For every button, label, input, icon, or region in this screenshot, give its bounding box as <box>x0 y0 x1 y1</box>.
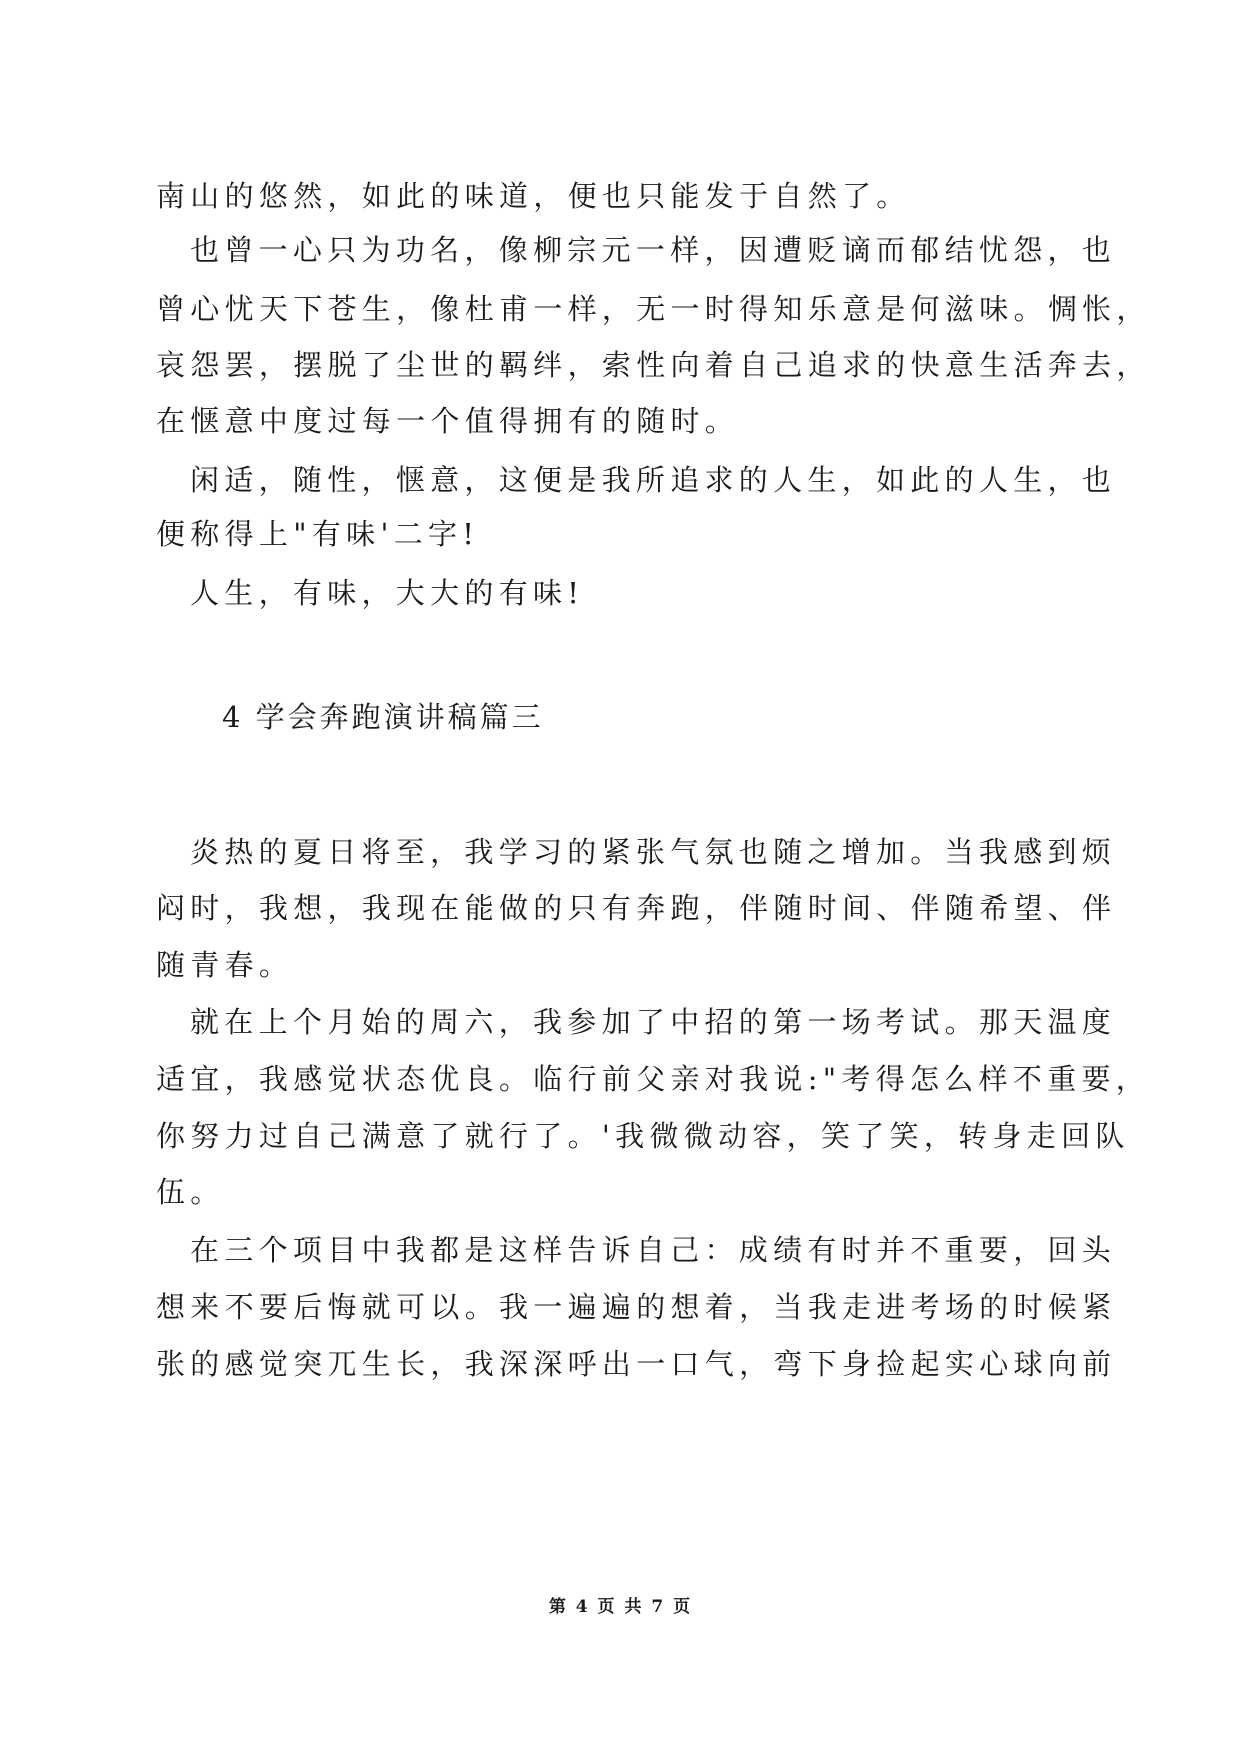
paragraph-line: 也曾一心只为功名，像柳宗元一样，因遭贬谪而郁结忧怨，也 <box>190 233 1117 267</box>
paragraph-line: 张的感觉突兀生长，我深深呼出一口气，弯下身捡起实心球向前 <box>156 1347 1117 1381</box>
paragraph-line: 随青春。 <box>156 948 294 982</box>
section-heading: 4 学会奔跑演讲稿篇三 <box>222 700 544 734</box>
paragraph-line: 哀怨罢，摆脱了尘世的羁绊，索性向着自己追求的快意生活奔去， <box>156 348 1151 382</box>
paragraph-line: 人生，有味，大大的有味! <box>190 576 585 610</box>
paragraph-line: 曾心忧天下苍生，像杜甫一样，无一时得知乐意是何滋味。惆怅， <box>156 292 1151 326</box>
paragraph-line: 炎热的夏日将至，我学习的紧张气氛也随之增加。当我感到烦 <box>190 835 1117 869</box>
paragraph-line: 适宜，我感觉状态优良。临行前父亲对我说:"考得怎么样不重要， <box>156 1062 1151 1096</box>
paragraph-line: 闷时，我想，我现在能做的只有奔跑，伴随时间、伴随希望、伴 <box>156 891 1117 925</box>
page-number-footer: 第 4 页 共 7 页 <box>548 1597 693 1617</box>
paragraph-line: 在惬意中度过每一个值得拥有的随时。 <box>156 404 740 438</box>
paragraph-line: 闲适，随性，惬意，这便是我所追求的人生，如此的人生，也 <box>190 463 1117 497</box>
paragraph-line: 南山的悠然，如此的味道，便也只能发于自然了。 <box>156 179 911 213</box>
paragraph-line: 你努力过自己满意了就行了。'我微微动容，笑了笑，转身走回队 <box>156 1119 1130 1153</box>
paragraph-line: 就在上个月始的周六，我参加了中招的第一场考试。那天温度 <box>190 1005 1117 1039</box>
paragraph-line: 伍。 <box>156 1175 225 1209</box>
paragraph-line: 便称得上"有味'二字! <box>156 517 480 551</box>
paragraph-line: 想来不要后悔就可以。我一遍遍的想着，当我走进考场的时候紧 <box>156 1290 1117 1324</box>
paragraph-line: 在三个项目中我都是这样告诉自己：成绩有时并不重要，回头 <box>190 1233 1117 1267</box>
